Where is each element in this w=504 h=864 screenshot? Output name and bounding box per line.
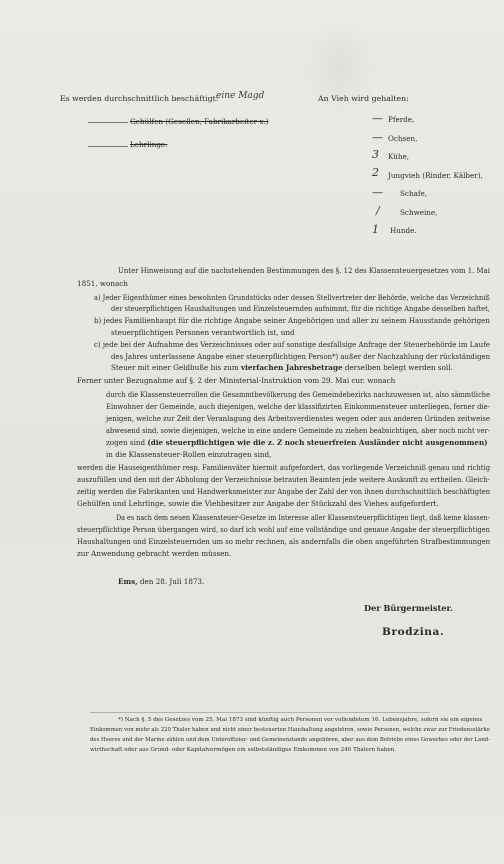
further-line4: jenigen, welche zur Zeit der Veranlagung des Arbeitsverdienstes wegen oder aus anderen Gründen zeitweise — [106, 414, 491, 423]
final-line4: zur Anwendung gebracht werden müssen. — [77, 549, 232, 558]
employees-label: Es werden durchschnittlich beschäftigt: — [60, 94, 219, 103]
sheep-count: — — [372, 186, 383, 199]
place-date — [118, 578, 204, 585]
place-name: Ems, — [118, 577, 138, 586]
employees-handwritten-entry: eine Magd — [216, 91, 265, 101]
further-line5: abwesend sind, sowie diejenigen, welche in eine andere Gemeinde zu ziehen beabsichtigen, aber noch nicht ver- — [106, 426, 490, 435]
cows-count: 3 — [372, 148, 379, 161]
signatory-name: Brodzina. — [382, 626, 445, 638]
footnote-line3: des Heeres und der Marine zählen und dem Unteroffizier- und Gemeinenstande angehören, aber aus dem Betriebe eines Gewerbes oder der Land- — [90, 737, 491, 743]
horses-count: — — [372, 112, 383, 125]
further-line6-start: zogen sind — [106, 438, 148, 447]
dogs-label: Hunde. — [390, 226, 417, 235]
request-line4: Gehülfen und Lehrlinge, sowie die Viehbesitzer zur Angabe der Stückzahl des Viehes aufgefordert. — [77, 499, 439, 508]
horses-label: Pferde, — [388, 115, 415, 124]
dogs-count: 1 — [372, 223, 379, 236]
pigs-count: / — [376, 204, 380, 217]
signatory-title: Der Bürgermeister. — [364, 603, 453, 613]
oxen-count: — — [372, 131, 383, 144]
final-line1: Da es nach dem neuen Klassensteuer-Gesetze im Interesse aller Klassensteuerpflichtigen liegt, daß keine klassen- — [116, 513, 490, 522]
sheep-label: Schafe, — [400, 189, 428, 198]
further-line3: Einwohner der Gemeinde, auch diejenigen, welche der klassifizirten Einkommensteuer unterliegen, ferner die- — [106, 402, 490, 411]
clause-a-line1: a) Jeder Eigenthümer eines bewohnten Grundstücks oder dessen Stellvertreter der Behörde, welche das Verzeichniß — [94, 293, 490, 302]
helpers-count-line — [88, 122, 128, 123]
clause-c-line2: des Jahres unterlassene Angabe einer steuerpflichtigen Person*) außer der Nachzahlung der rückständigen — [111, 352, 491, 361]
clause-c-line3-end: derselben belegt werden soll. — [342, 363, 453, 372]
clause-c-line3 — [111, 364, 453, 371]
further-line7: in die Klassensteuer-Rollen einzutragen sind, — [106, 450, 272, 459]
body-p1-line1: Unter Hinweisung auf die nachstehenden Bestimmungen des §. 12 des Klassensteuergesetzes vom 1. Mai — [118, 266, 490, 275]
final-line2: steuerpflichtige Person übergangen wird, so darf ich wohl auf eine vollständige und genaue Angabe der steuerpflichtigen — [77, 525, 490, 534]
clause-b-line1: b) jedes Familienhaupt für die richtige Angabe seiner Angehörigen und aller zu seinem Hausstande gehörigen — [94, 316, 490, 325]
further-line1: Ferner unter Bezugnahme auf §. 2 der Ministerial-Instruktion vom 29. Mai cur. wonach — [77, 376, 396, 385]
apprentices-label: Lehrlinge. — [130, 140, 168, 149]
body-p1-line2: 1851, wonach — [77, 279, 128, 288]
request-line2: auszufüllen und den mit der Abholung der Verzeichnisse betrauten Beamten jede weitere Auskunft zu ertheilen. Gleich- — [77, 475, 490, 484]
further-line2: durch die Klassensteuerrollen die Gesammtbevölkerung des Gemeindebezirks nachzuweisen ist, also sämmtliche — [106, 390, 491, 399]
apprentices-count-line — [88, 146, 128, 147]
request-line3: zeitig werden die Fabrikanten und Handwerksmeister zur Angabe der Zahl der von ihnen durchschnittlich beschäftigten — [77, 487, 491, 496]
clause-b-line2: steuerpflichtigen Personen verantwortlich ist, und — [111, 328, 295, 337]
cows-label: Kühe, — [388, 152, 410, 161]
clause-c-emphasis: vierfachen Jahresbetrage — [240, 363, 343, 372]
footnote-line4: wirthschaft oder aus Grund- oder Kapitalvermögen ein selbstständiges Einkommen von 240 Thalern haben. — [90, 747, 397, 753]
pigs-label: Schweine, — [400, 208, 438, 217]
oxen-label: Ochsen, — [388, 134, 418, 143]
final-line3: Haushaltungen und Einzelsteuernden um so mehr rechnen, als andernfalls die oben angeführten Strafbestimmungen — [77, 537, 491, 546]
young-cattle-label: Jungvieh (Rinder, Kälber), — [388, 171, 483, 180]
further-emphasis: (die steuerpflichtigen wie die z. Z noch steuerfreien Ausländer nicht ausgenommen) — [147, 438, 488, 447]
young-cattle-count: 2 — [372, 166, 379, 179]
footnote-separator — [90, 712, 430, 713]
clause-c-line1: c) jede bei der Aufnahme des Verzeichnisses oder auf sonstige desfallsige Anfrage der Steuerbehörde im Laufe — [94, 340, 490, 349]
date-text: den 28. Juli 1873. — [137, 577, 205, 586]
livestock-header: An Vieh wird gehalten: — [318, 94, 409, 103]
further-line6 — [106, 439, 488, 446]
request-line1: werden die Hauseigenthümer resp. Familienväter hiermit aufgefordert, das vorliegende Verzeichniß genau und richtig — [77, 463, 491, 472]
clause-c-line3-start: Steuer mit einer Geldbuße bis zum — [111, 363, 241, 372]
clause-a-line2: der steuerpflichtigen Haushaltungen und Einzelsteuernden aufnimmt, für die richtige Angabe desselben haftet, — [111, 304, 490, 313]
helpers-label: Gehülfen (Gesellen, Fabrikarbeiter x.) — [130, 117, 269, 126]
footnote-line2: Einkommen von mehr als 220 Thaler haben und nicht einer besteuerten Haushaltung angehören, sowie Personen, welche zwar zur Friedensstärke — [90, 727, 490, 733]
footnote-line1: *) Nach §. 5 des Gesetzes vom 25. Mai 1873 sind künftig auch Personen vor vollendetem 16. Lebensjahre, sofern sie ein eigenes — [118, 717, 483, 723]
